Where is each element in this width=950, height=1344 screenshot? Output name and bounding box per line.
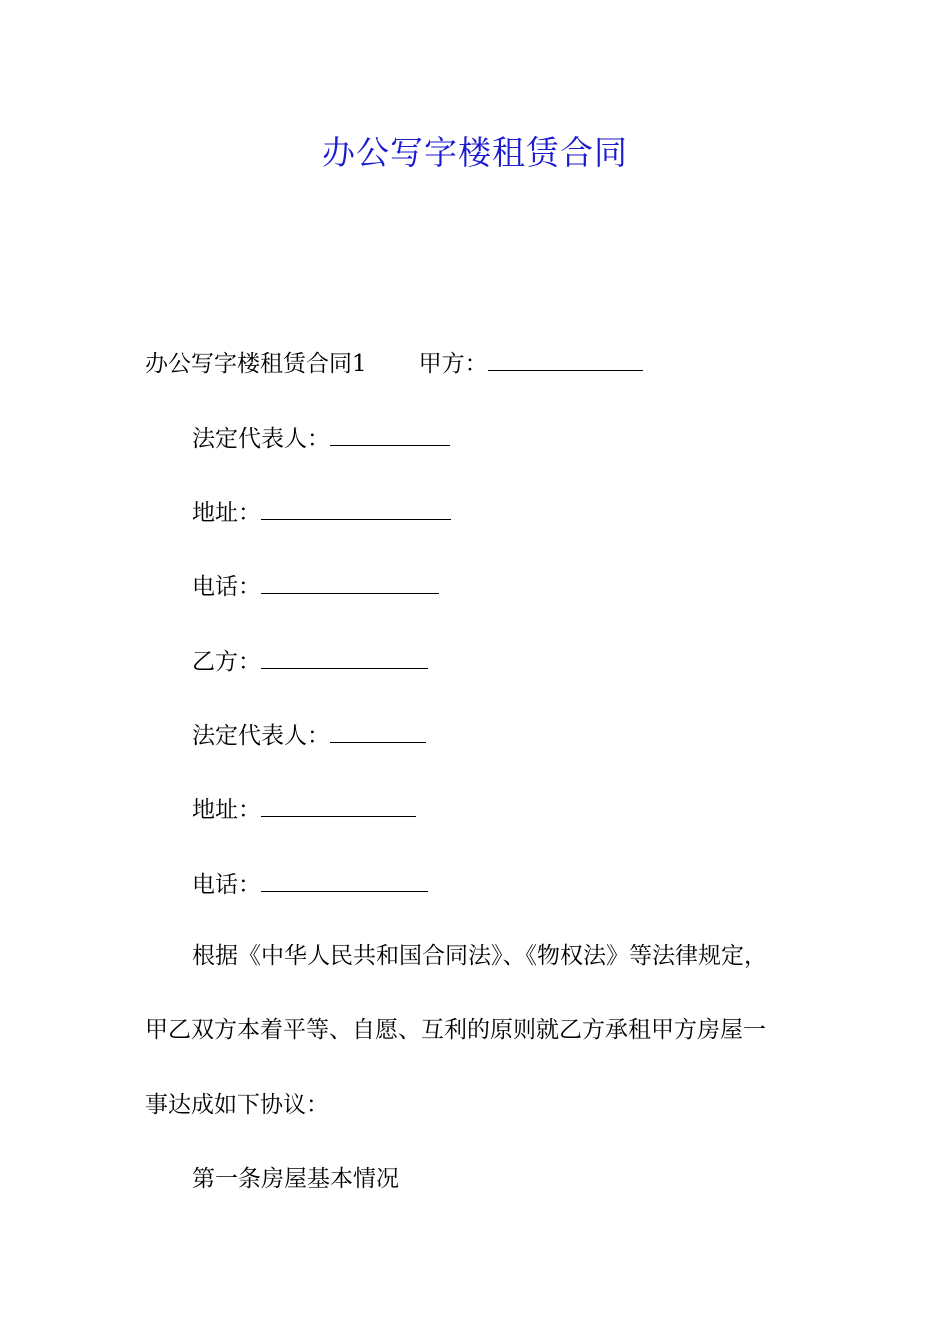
preamble-line-2: 甲乙双方本着平等、自愿、互利的原则就乙方承租甲方房屋一 [145,1017,766,1043]
party-b-rep-blank [330,712,426,743]
party-a-blank [488,340,643,371]
party-a-phone-blank [261,563,439,594]
party-a-rep-blank [330,415,450,446]
party-a-phone-line [192,563,439,607]
article-1-title: 第一条房屋基本情况 [192,1166,399,1192]
party-a-rep-line [192,415,450,459]
party-a-address-line [192,489,451,533]
party-a-label: 甲方： [418,351,488,377]
document-title: 办公写字楼租赁合同 [322,133,628,172]
party-b-line [192,638,428,682]
party-b-address-line [192,786,416,830]
party-a-address-label: 地址： [192,500,261,526]
party-b-phone-line [192,861,428,905]
preamble-line-1: 根据《中华人民共和国合同法》、《物权法》等法律规定， [192,943,767,969]
party-a-address-blank [261,489,451,520]
party-a-rep-label: 法定代表人： [192,426,330,452]
party-b-blank [261,638,428,669]
preamble-line-3: 事达成如下协议： [145,1092,329,1118]
party-b-label: 乙方： [192,649,261,675]
party-b-phone-label: 电话： [192,872,261,898]
party-b-address-label: 地址： [192,797,261,823]
party-b-address-blank [261,786,416,817]
party-b-rep-line [192,712,426,756]
heading-line [145,340,643,384]
party-a-phone-label: 电话： [192,574,261,600]
party-b-phone-blank [261,861,428,892]
contract-heading: 办公写字楼租赁合同1 [145,351,367,377]
party-b-rep-label: 法定代表人： [192,723,330,749]
